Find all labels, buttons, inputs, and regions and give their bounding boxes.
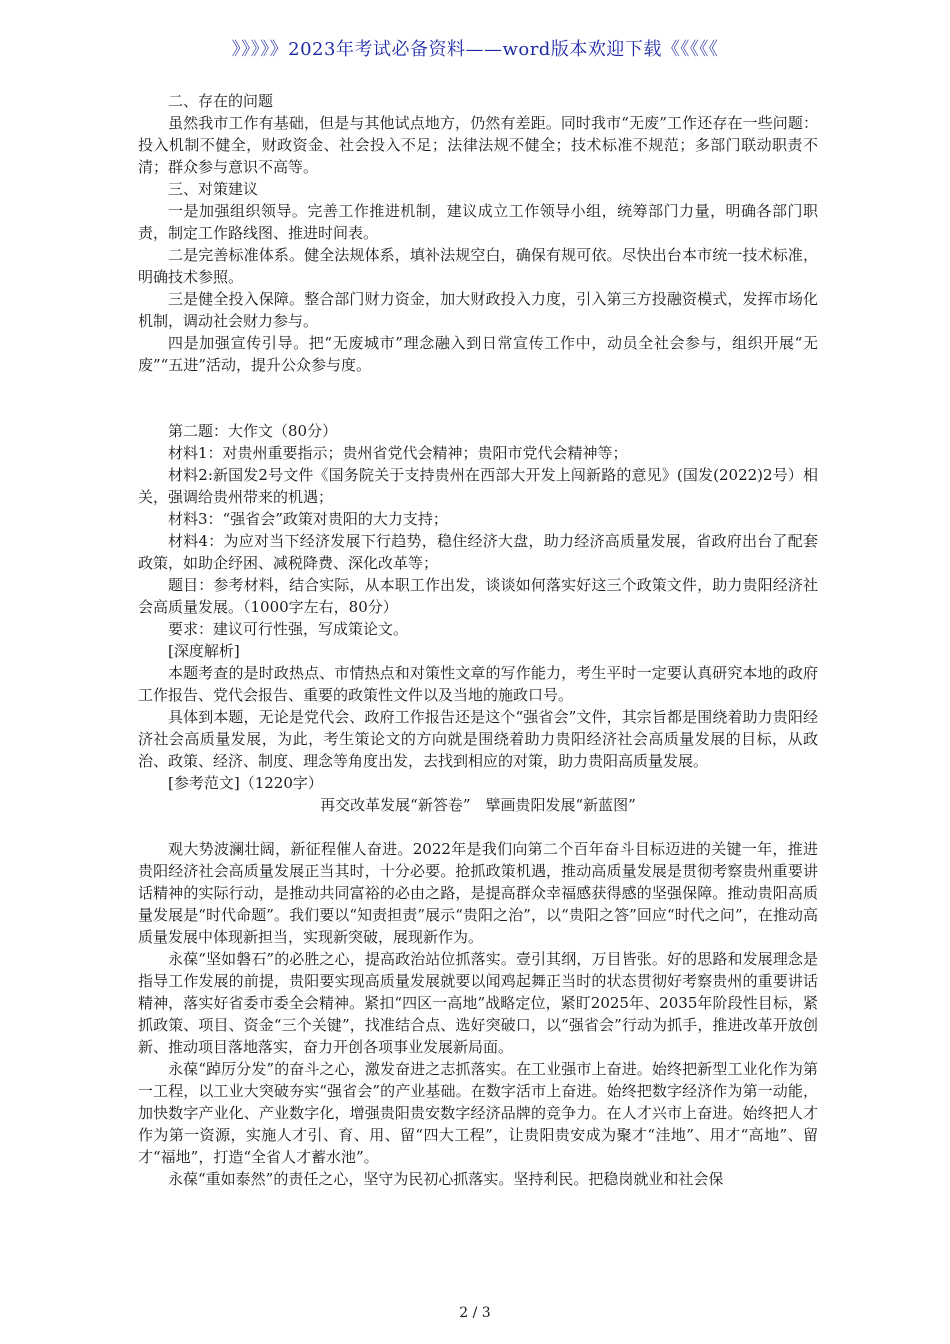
material-item: 材料2:新国发2号文件《国务院关于支持贵州在西部大开发上闯新路的意见》(国发(2022)2号）相关，强调给贵州带来的机遇； (138, 466, 818, 506)
question-prompt: 题目：参考材料，结合实际，从本职工作出发，谈谈如何落实好这三个政策文件，助力贵阳经济社会高质量发展。（1000字左右，80分） (138, 576, 818, 616)
paragraph: 永葆“坚如磐石”的必胜之心，提高政治站位抓落实。壹引其纲，万目皆张。好的思路和发展理念是指导工作发展的前提，贵阳要实现高质量发展就要以闻鸡起舞正当时的状态贯彻好考察贵州的重要讲话精神，落实好省委市委全会精神。紧扣“四区一高地”战略定位，紧盯2025年、2035年阶段性目标，紧抓政策、项目、资金“三个关键”，找准结合点、选好突破口，以“强省会”行动为抓手，推进改革开放创新、推动项目落地落实，奋力开创各项事业发展新局面。 (138, 950, 818, 1056)
document-body (138, 90, 818, 1190)
sample-essay-label: [参考范文]（1220字） (168, 774, 323, 792)
spacer (138, 376, 818, 420)
essay-title: 再交改革发展“新答卷” 擘画贵阳发展“新蓝图” (320, 796, 636, 814)
paragraph: 三是健全投入保障。整合部门财力资金，加大财政投入力度，引入第三方投融资模式，发挥市场化机制，调动社会财力参与。 (138, 290, 818, 330)
paragraph: 具体到本题，无论是党代会、政府工作报告还是这个“强省会”文件，其宗旨都是围绕着助力贵阳经济社会高质量发展，为此，考生策论文的方向就是围绕着助力贵阳经济社会高质量发展的目标，从政治、政策、经济、制度、理念等角度出发，去找到相应的对策，助力贵阳高质量发展。 (138, 708, 818, 770)
paragraph: 永葆“重如泰然”的责任之心，坚守为民初心抓落实。坚持利民。把稳岗就业和社会保 (168, 1170, 724, 1188)
paragraph: 一是加强组织领导。完善工作推进机制，建议成立工作领导小组，统筹部门力量，明确各部门职责，制定工作路线图、推进时间表。 (138, 202, 818, 242)
page-number: 2 / 3 (459, 1305, 491, 1321)
material-item: 材料3：“强省会”政策对贵阳的大力支持； (168, 510, 448, 528)
paragraph: 四是加强宣传引导。把“无废城市”理念融入到日常宣传工作中，动员全社会参与，组织开展“无废”“五进”活动，提升公众参与度。 (138, 334, 818, 374)
material-item: 材料1：对贵州重要指示；贵州省党代会精神；贵阳市党代会精神等； (168, 444, 628, 462)
header-banner: 》》》》》2023年考试必备资料——word版本欢迎下载《《《《《 (231, 39, 719, 60)
section-heading: 二、存在的问题 (168, 92, 274, 110)
paragraph: 二是完善标准体系。健全法规体系，填补法规空白，确保有规可依。尽快出台本市统一技术标准，明确技术参照。 (138, 246, 818, 286)
paragraph: 虽然我市工作有基础，但是与其他试点地方，仍然有差距。同时我市“无废”工作还存在一些问题：投入机制不健全，财政资金、社会投入不足；法律法规不健全；技术标准不规范；多部门联动职责不清；群众参与意识不高等。 (138, 114, 818, 176)
question-requirement: 要求：建议可行性强，写成策论文。 (168, 620, 409, 638)
section-heading: 三、对策建议 (168, 180, 259, 198)
question-heading: 第二题：大作文（80分） (168, 422, 338, 440)
paragraph: 观大势波澜壮阔，新征程催人奋进。2022年是我们向第二个百年奋斗目标迈进的关键一年，推进贵阳经济社会高质量发展正当其时，十分必要。抢抓政策机遇，推动高质量发展是贯彻考察贵州重要讲话精神的实际行动，是推动共同富裕的必由之路，是提高群众幸福感获得感的坚强保障。推动贵阳高质量发展是“时代命题”。我们要以“知责担责”展示“贵阳之治”，以“贵阳之答”回应“时代之问”，在推动高质量发展中体现新担当，实现新突破，展现新作为。 (138, 840, 818, 946)
paragraph: 永葆“踔厉分发”的奋斗之心，激发奋进之志抓落实。在工业强市上奋进。始终把新型工业化作为第一工程，以工业大突破夯实“强省会”的产业基础。在数字活市上奋进。始终把数字经济作为第一动能，加快数字产业化、产业数字化，增强贵阳贵安数字经济品牌的竞争力。在人才兴市上奋进。始终把人才作为第一资源，实施人才引、育、用、留“四大工程”，让贵阳贵安成为聚才“洼地”、用才“高地”、留才“福地”，打造“全省人才蓄水池”。 (138, 1060, 818, 1166)
material-item: 材料4：为应对当下经济发展下行趋势，稳住经济大盘，助力经济高质量发展，省政府出台了配套政策，如助企纾困、减税降费、深化改革等； (138, 532, 818, 572)
analysis-label: [深度解析] (168, 642, 240, 660)
paragraph: 本题考查的是时政热点、市情热点和对策性文章的写作能力，考生平时一定要认真研究本地的政府工作报告、党代会报告、重要的政策性文件以及当地的施政口号。 (138, 664, 818, 704)
spacer (138, 816, 818, 838)
